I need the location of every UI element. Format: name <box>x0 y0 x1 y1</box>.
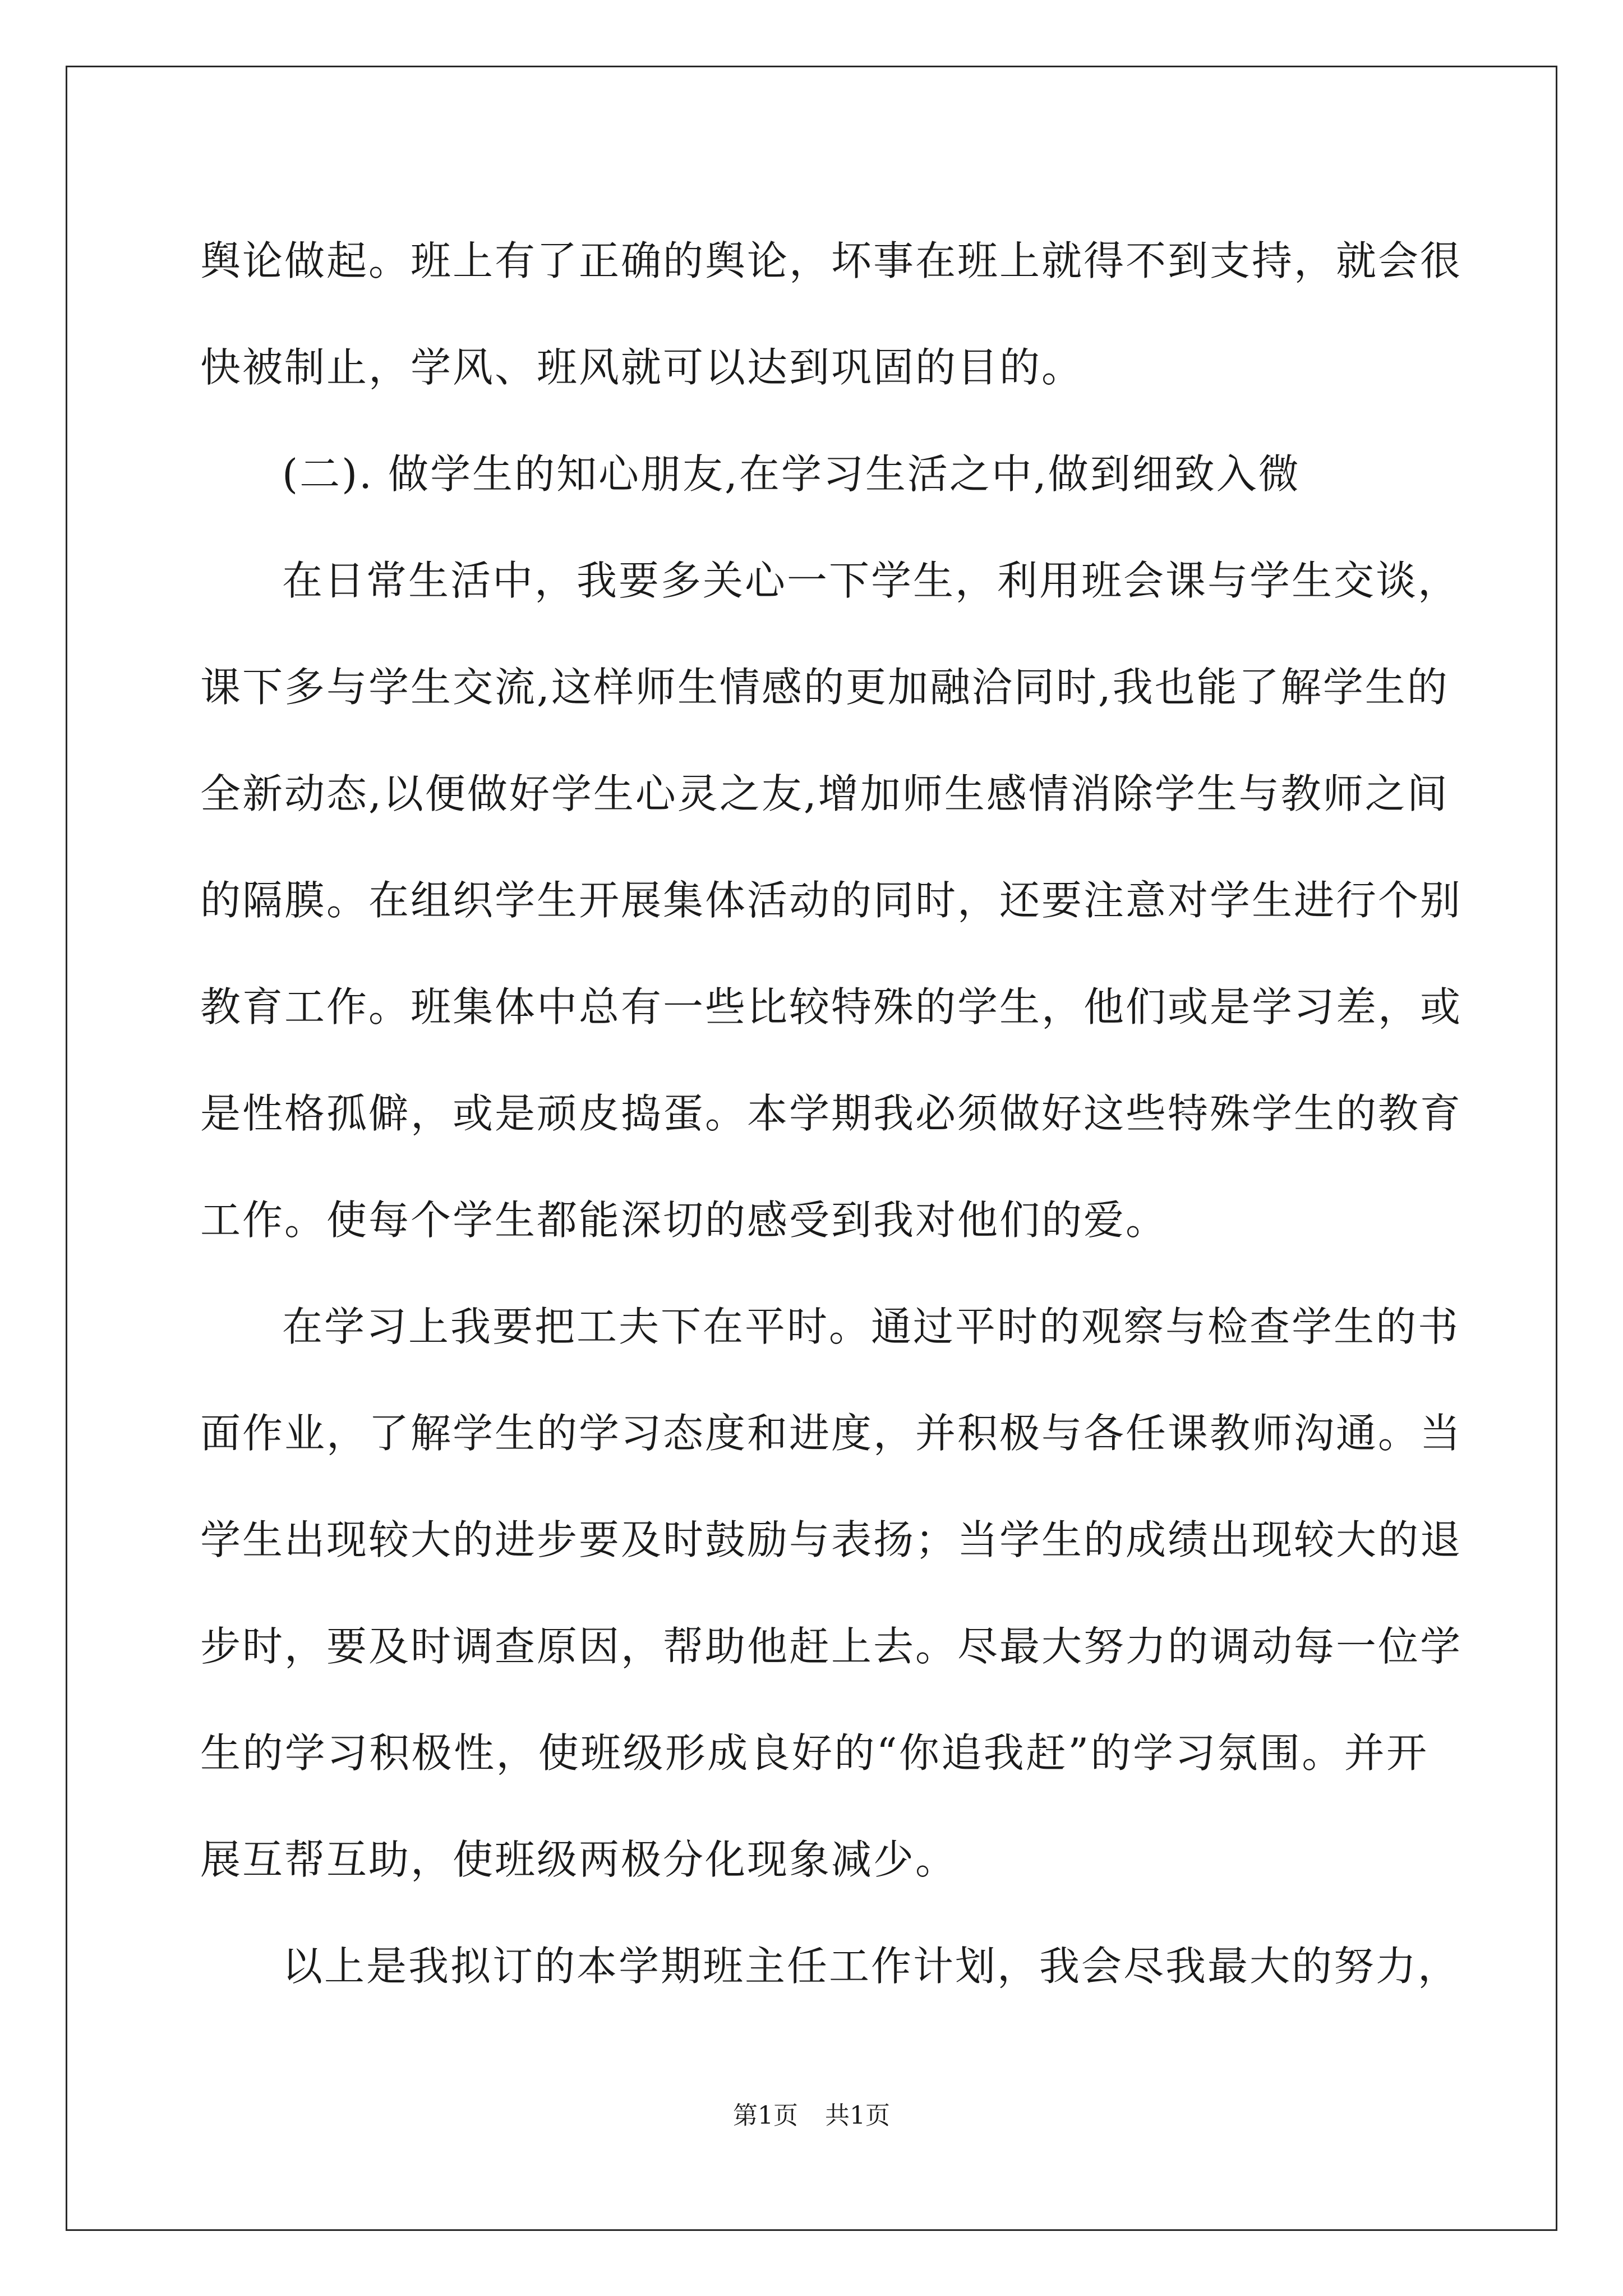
text-line: 在日常生活中，我要多关心一下学生，利用班会课与学生交谈， <box>282 557 1460 604</box>
text-line: 在学习上我要把工夫下在平时。通过平时的观察与检查学生的书 <box>282 1303 1460 1350</box>
page-footer <box>0 2095 1623 2131</box>
text-line: 生的学习积极性，使班级形成良好的“你追我赶”的学习氛围。并开 <box>200 1729 1428 1777</box>
text-line: 舆论做起。班上有了正确的舆论，坏事在班上就得不到支持，就会很 <box>200 237 1463 284</box>
text-line: 工作。使每个学生都能深切的感受到我对他们的爱。 <box>200 1197 1168 1244</box>
document-body <box>200 208 1463 2019</box>
text-line: 展互帮互助，使班级两极分化现象减少。 <box>200 1836 958 1883</box>
page-number: 第1页 <box>733 2101 798 2130</box>
text-line: 是性格孤僻，或是顽皮捣蛋。本学期我必须做好这些特殊学生的教育 <box>200 1090 1463 1137</box>
text-line: 学生出现较大的进步要及时鼓励与表扬；当学生的成绩出现较大的退 <box>200 1516 1463 1563</box>
page-total: 共1页 <box>825 2101 890 2130</box>
text-line: 面作业，了解学生的学习态度和进度，并积极与各任课教师沟通。当 <box>200 1410 1463 1457</box>
text-line: 全新动态,以便做好学生心灵之友,增加师生感情消除学生与教师之间 <box>200 770 1449 817</box>
text-line: 教育工作。班集体中总有一些比较特殊的学生，他们或是学习差，或 <box>200 983 1463 1030</box>
text-line: 快被制止，学风、班风就可以达到巩固的目的。 <box>200 344 1084 391</box>
text-line: 步时，要及时调查原因，帮助他赶上去。尽最大努力的调动每一位学 <box>200 1623 1463 1670</box>
text-line: 以上是我拟订的本学期班主任工作计划，我会尽我最大的努力， <box>282 1943 1460 1990</box>
text-line: 课下多与学生交流,这样师生情感的更加融洽同时,我也能了解学生的 <box>200 664 1449 711</box>
section-heading: (二). 做学生的知心朋友,在学习生活之中,做到细致入微 <box>282 450 1301 498</box>
text-line: 的隔膜。在组织学生开展集体活动的同时，还要注意对学生进行个别 <box>200 877 1463 924</box>
